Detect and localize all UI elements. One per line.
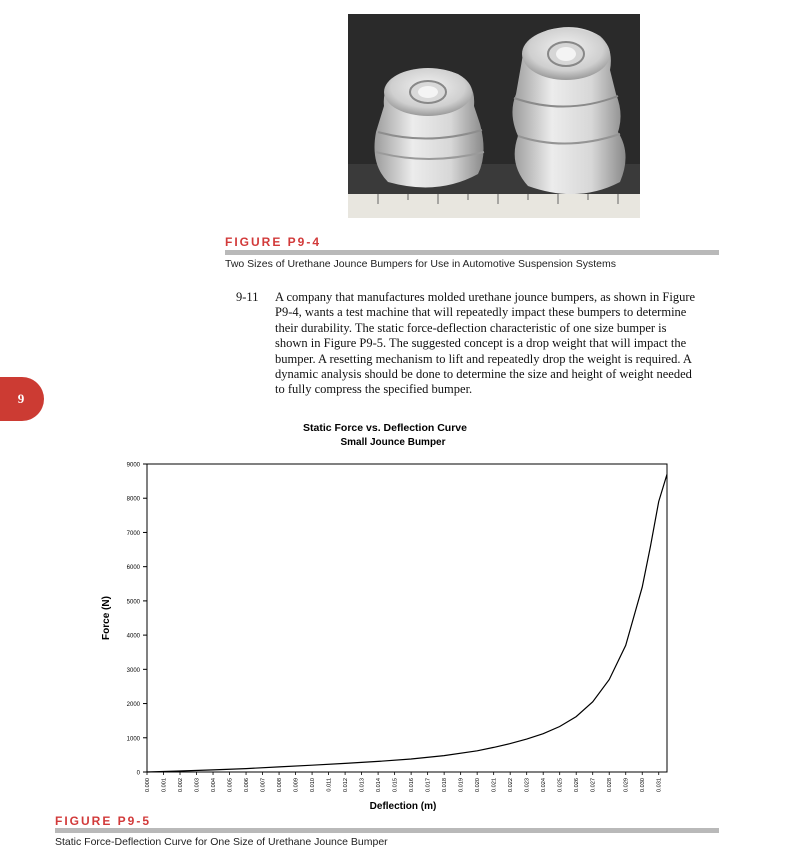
chart-subtitle: Small Jounce Bumper bbox=[340, 437, 446, 448]
figure-p9-5-caption: Static Force-Deflection Curve for One Size of Urethane Jounce Bumper bbox=[55, 836, 388, 848]
problem-line: dynamic analysis should be done to determine the size and height of weight needed bbox=[275, 367, 692, 382]
y-tick-label: 7000 bbox=[126, 530, 140, 537]
x-tick-label: 0.015 bbox=[392, 778, 399, 792]
y-tick-label: 2000 bbox=[126, 702, 140, 709]
x-tick-label: 0.026 bbox=[574, 778, 581, 792]
x-tick-label: 0.013 bbox=[359, 778, 366, 792]
y-tick-label: 1000 bbox=[126, 736, 140, 743]
y-tick-label: 0 bbox=[136, 770, 140, 777]
x-tick-label: 0.002 bbox=[178, 778, 185, 792]
x-tick-label: 0.019 bbox=[458, 778, 465, 792]
y-axis-label: Force (N) bbox=[101, 596, 112, 640]
problem-line: A company that manufactures molded urethane jounce bumpers, as shown in Figure bbox=[275, 290, 696, 304]
chapter-tab[interactable]: 9 bbox=[0, 377, 44, 421]
figure-p9-4-rule bbox=[225, 250, 719, 255]
x-tick-label: 0.030 bbox=[640, 778, 647, 792]
figure-p9-5-rule bbox=[55, 828, 719, 833]
x-tick-label: 0.012 bbox=[343, 778, 350, 792]
x-axis-ticks bbox=[145, 772, 663, 792]
x-tick-label: 0.025 bbox=[557, 778, 564, 792]
figure-p9-4-caption: Two Sizes of Urethane Jounce Bumpers for Use in Automotive Suspension Systems bbox=[225, 258, 617, 270]
x-tick-label: 0.009 bbox=[293, 778, 300, 792]
x-tick-label: 0.010 bbox=[310, 778, 317, 792]
problem-number: 9-11 bbox=[236, 290, 259, 304]
x-tick-label: 0.029 bbox=[623, 778, 630, 792]
x-tick-label: 0.023 bbox=[524, 778, 531, 792]
x-tick-label: 0.003 bbox=[194, 778, 201, 792]
x-tick-label: 0.031 bbox=[656, 778, 663, 792]
y-tick-label: 9000 bbox=[126, 462, 140, 469]
chart-title: Static Force vs. Deflection Curve bbox=[303, 422, 467, 434]
x-tick-label: 0.021 bbox=[491, 778, 498, 792]
problem-text bbox=[275, 290, 720, 398]
y-tick-label: 8000 bbox=[126, 496, 140, 503]
plot-area bbox=[147, 464, 667, 772]
x-tick-label: 0.005 bbox=[227, 778, 234, 792]
y-tick-label: 5000 bbox=[126, 599, 140, 606]
x-axis-label: Deflection (m) bbox=[369, 801, 437, 812]
figure-p9-5-label: FIGURE P9-5 bbox=[55, 814, 152, 828]
x-tick-label: 0.017 bbox=[425, 778, 432, 792]
problem-line: bumper. A resetting mechanism to lift and repeatedly drop the weight is required. A bbox=[275, 351, 692, 366]
y-tick-label: 4000 bbox=[126, 633, 140, 640]
y-axis-ticks bbox=[127, 463, 147, 777]
x-tick-label: 0.008 bbox=[277, 778, 284, 792]
force-deflection-chart bbox=[95, 415, 685, 825]
x-tick-label: 0.004 bbox=[211, 778, 218, 792]
x-tick-label: 0.000 bbox=[145, 778, 151, 792]
x-tick-label: 0.022 bbox=[508, 778, 515, 792]
x-tick-label: 0.006 bbox=[244, 778, 251, 792]
y-tick-label: 3000 bbox=[126, 667, 140, 674]
x-tick-label: 0.020 bbox=[475, 778, 482, 792]
x-tick-label: 0.016 bbox=[409, 778, 416, 792]
problem-line: shown in Figure P9-5. The suggested concept is a drop weight that will impact the bbox=[275, 336, 687, 351]
y-tick-label: 6000 bbox=[126, 565, 140, 572]
figure-p9-4-label: FIGURE P9-4 bbox=[225, 235, 322, 249]
problem-line: to fully compress the specified bumper. bbox=[275, 382, 473, 397]
jounce-bumper-photo bbox=[348, 14, 640, 218]
problem-line: P9-4, wants a test machine that will repeatedly impact these bumpers to determine bbox=[275, 305, 687, 320]
x-tick-label: 0.007 bbox=[260, 778, 267, 792]
x-tick-label: 0.027 bbox=[590, 778, 597, 792]
x-tick-label: 0.011 bbox=[326, 778, 333, 792]
x-tick-label: 0.018 bbox=[442, 778, 449, 792]
x-tick-label: 0.001 bbox=[161, 778, 168, 792]
x-tick-label: 0.028 bbox=[607, 778, 614, 792]
x-tick-label: 0.024 bbox=[541, 778, 548, 792]
problem-line: their durability. The static force-deflection characteristic of one size bumper is bbox=[275, 320, 667, 335]
x-tick-label: 0.014 bbox=[376, 778, 383, 792]
